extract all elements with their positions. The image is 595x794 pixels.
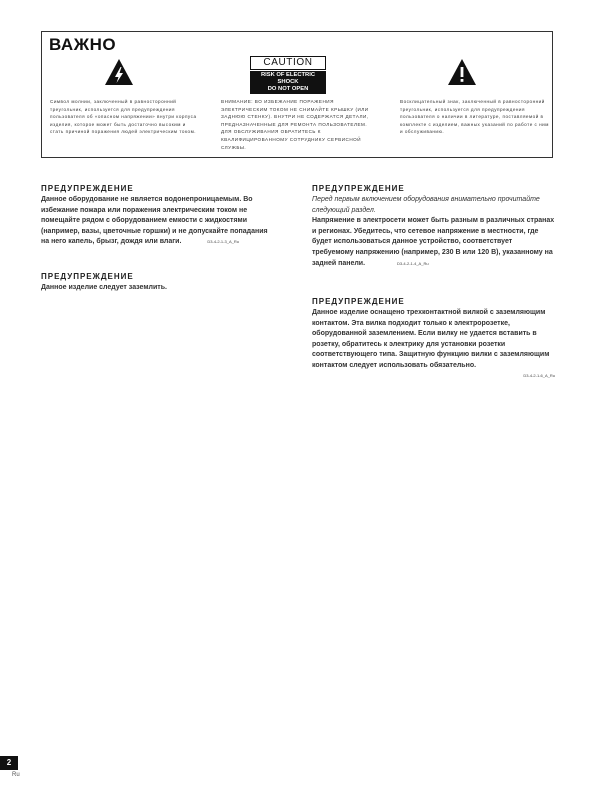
page-number: 2 xyxy=(0,756,18,770)
exclamation-triangle-icon xyxy=(447,58,477,86)
important-notice-box xyxy=(41,31,553,158)
caution-sub-line-2: DO NOT OPEN xyxy=(267,86,309,92)
warning-text: Данное оборудование не является водонепроницаемым. Во избежание пожара или поражения электрическим током не помещайте рядом с оборудованием емкости с жидкостями (например, вазы, цветочные горшки) и не допускайте попадания на него капель, брызг, дождя или влаги. xyxy=(41,196,268,246)
caution-text: ВНИМАНИЕ: ВО ИЗБЕЖАНИЕ ПОРАЖЕНИЯ ЭЛЕКТРИЧЕСКИМ ТОКОМ НЕ СНИМАЙТЕ КРЫШКУ (ИЛИ ЗАДНЮЮ СТЕНКУ). ВНУТРИ НЕ СОДЕРЖАТСЯ ДЕТАЛИ, ПРЕДНАЗНАЧЕННЫЕ ДЛЯ РЕМОНТА ПОЛЬЗОВАТЕЛЕМ. ДЛЯ ОБСЛУЖИВАНИЯ ОБРАТИТЕСЬ К КВАЛИФИЦИРОВАННОМУ СОТРУДНИКУ СЕРВИСНОЙ СЛУЖБЫ. xyxy=(221,99,369,150)
document-code: D3-4-2-1-4_A_Ru xyxy=(396,260,429,266)
warning-italic-note: Перед первым включением оборудования внимательно прочитайте следующий раздел. xyxy=(312,196,540,214)
warning-text: Данное изделие следует заземлить. xyxy=(41,284,167,291)
notice-title: ВАЖНО xyxy=(49,35,117,54)
document-code: D3-4-2-1-3_A_Ru xyxy=(207,239,239,245)
language-code: Ru xyxy=(12,772,20,778)
warning-section-ground xyxy=(41,272,273,294)
lightning-triangle-icon xyxy=(104,58,134,86)
warning-heading: ПРЕДУПРЕЖДЕНИЕ xyxy=(312,297,405,306)
warning-heading: ПРЕДУПРЕЖДЕНИЕ xyxy=(41,272,134,281)
warning-section-voltage xyxy=(312,184,555,269)
warning-text: Данное изделие оснащено трехконтактной вилкой с заземляющим контактом. Эта вилка подходит только к электророзетке, оборудованной заземлением. Если вилку не удается вставить в розетку, обратитесь к электрику для установки розетки соответствующего типа. Защитную функцию вилки с заземляющим контактом следует использовать обязательно. xyxy=(312,309,550,369)
caution-label xyxy=(245,56,331,94)
document-code: D3-4-2-1-6_A_Ru xyxy=(523,372,555,378)
caution-sub-line-1: RISK OF ELECTRIC SHOCK xyxy=(260,72,316,85)
exclamation-symbol-text: Восклицательный знак, заключенный в равносторонний треугольник, используется для предупреждения пользователя о наличии в литературе, поставляемой в комплекте с изделием, важных указаний по работе с ним и обслуживанию. xyxy=(400,99,549,135)
lightning-symbol-text: Символ молнии, заключенный в равносторонний треугольник, используется для предупреждения пользователя об «опасном напряжении» внутри корпуса изделия, которое может быть достаточно высоким и стать причиной поражения людей электрическим током. xyxy=(50,99,197,135)
warning-section-water xyxy=(41,184,273,248)
warning-heading: ПРЕДУПРЕЖДЕНИЕ xyxy=(312,184,405,193)
warning-heading: ПРЕДУПРЕЖДЕНИЕ xyxy=(41,184,134,193)
warning-text: Напряжение в электросети может быть разным в различных странах и регионах. Убедитесь, что сетевое напряжение в местности, где будет использоваться данное устройство, соответствует требуемому напряжению (например, 230 В или 120 В), указанному на задней панели. xyxy=(312,217,555,267)
warning-section-plug xyxy=(312,297,555,378)
caution-word: CAUTION xyxy=(250,56,326,70)
